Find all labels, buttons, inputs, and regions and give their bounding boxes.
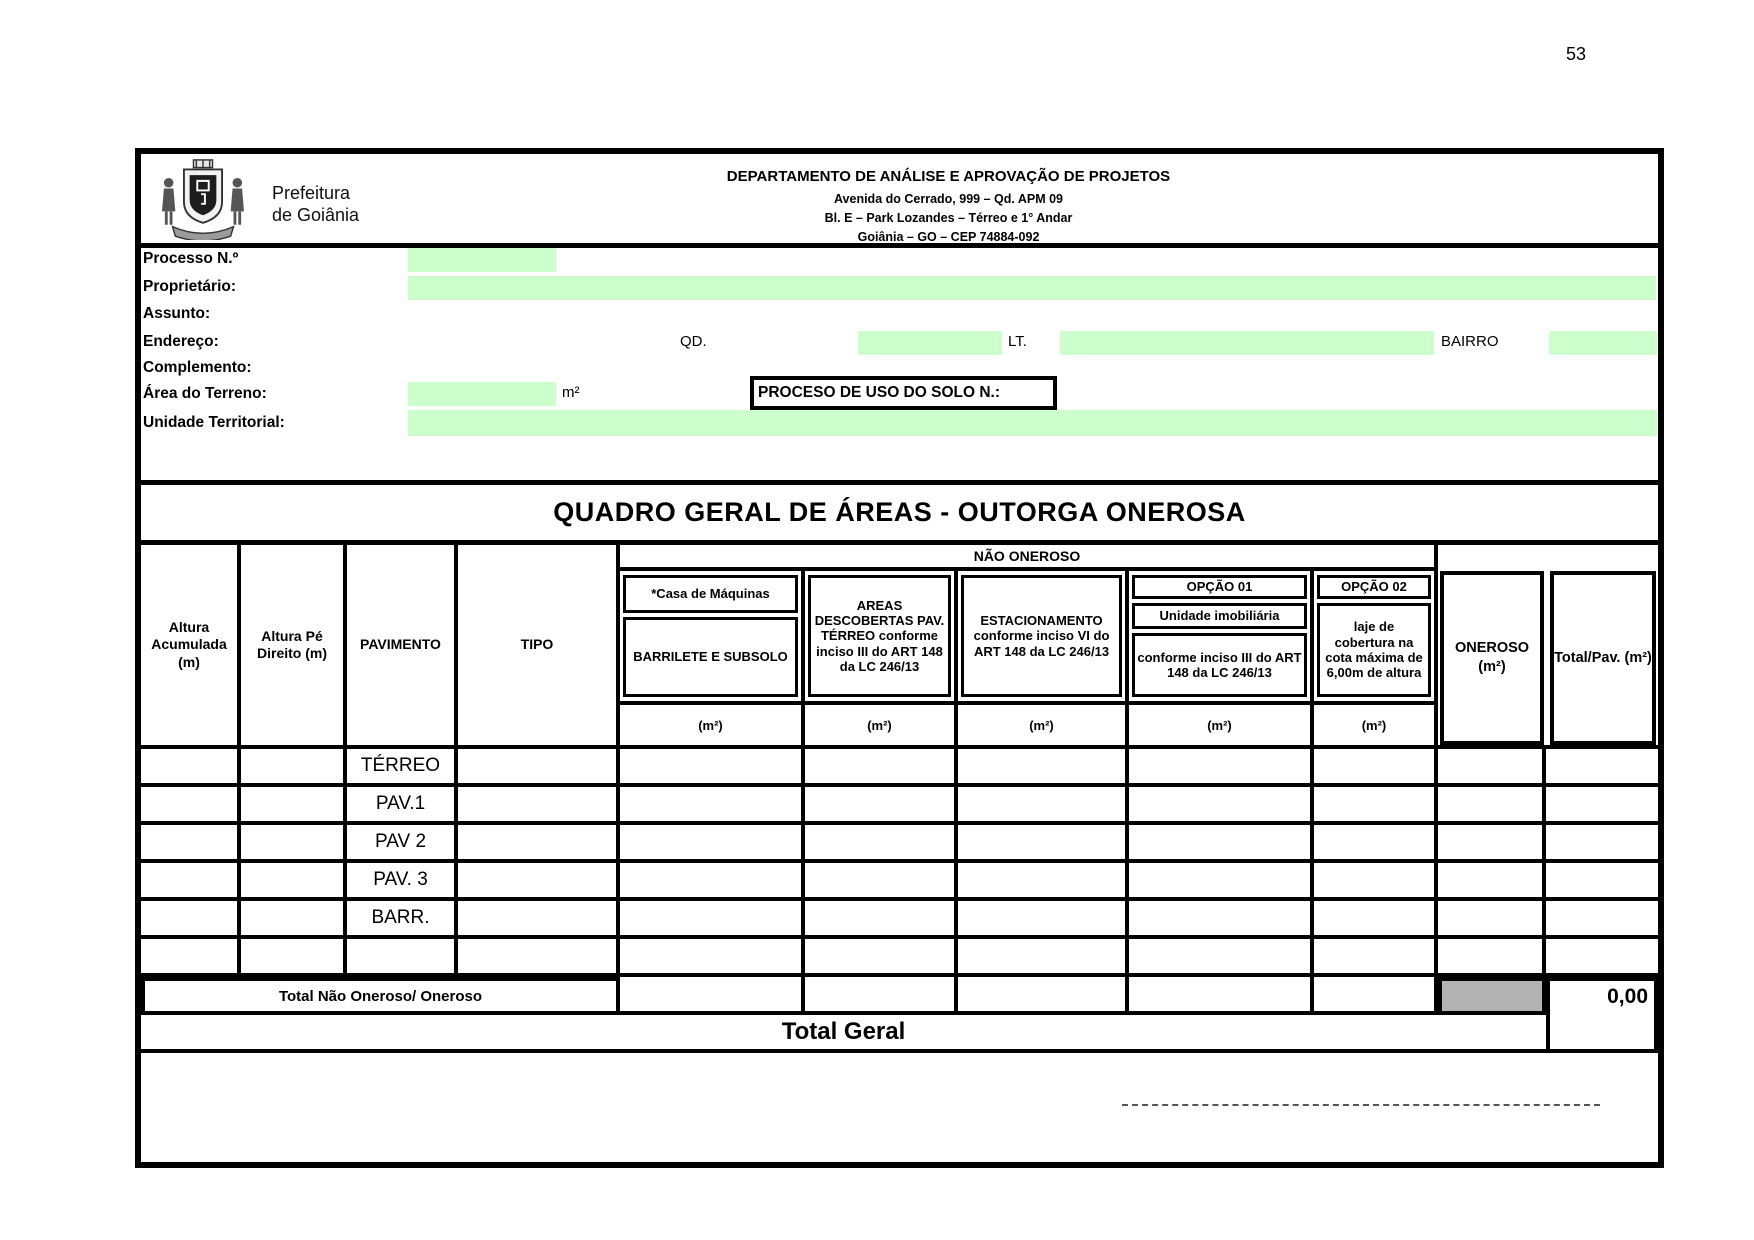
- body-cell[interactable]: [620, 749, 805, 783]
- total-pav-value: 0,00: [1546, 977, 1658, 1053]
- body-cell[interactable]: [1546, 749, 1658, 783]
- unidade-territorial-input[interactable]: [408, 410, 1657, 436]
- oneroso-total-gray-cell: [1438, 977, 1546, 1015]
- col-header-opcao-02: [1314, 571, 1438, 745]
- opcao-01-title-box: OPÇÃO 01: [1132, 575, 1307, 599]
- body-cell[interactable]: [1129, 939, 1314, 973]
- body-cell[interactable]: [1438, 787, 1546, 821]
- table-title: QUADRO GERAL DE ÁREAS - OUTORGA ONEROSA: [141, 480, 1658, 545]
- org-name: [272, 182, 359, 226]
- body-cell[interactable]: [805, 863, 958, 897]
- body-cell[interactable]: [1129, 901, 1314, 935]
- body-cell[interactable]: [620, 939, 805, 973]
- body-cell[interactable]: [1314, 939, 1438, 973]
- body-cell[interactable]: [958, 825, 1129, 859]
- col-header-estacionamento: [958, 571, 1129, 745]
- body-cell[interactable]: [1546, 863, 1658, 897]
- row-label: BARR.: [347, 901, 458, 935]
- lt-input[interactable]: [1060, 331, 1434, 355]
- table-row: [141, 825, 1658, 863]
- body-cell[interactable]: [141, 825, 241, 859]
- col-header-opcao-01: [1129, 571, 1314, 745]
- body-cell[interactable]: [141, 863, 241, 897]
- endereco-label: Endereço:: [143, 333, 219, 350]
- total-cell: [958, 977, 1129, 1015]
- body-cell[interactable]: [1129, 825, 1314, 859]
- org-name-line2: de Goiânia: [272, 205, 360, 225]
- qd-input[interactable]: [858, 331, 1002, 355]
- opcao-02-sub-box: laje de cobertura na cota máxima de 6,00m de altura: [1317, 603, 1431, 697]
- body-cell[interactable]: [958, 787, 1129, 821]
- org-name-line1: Prefeitura: [272, 183, 351, 203]
- row-label: [347, 939, 458, 973]
- body-cell[interactable]: [805, 787, 958, 821]
- body-cell[interactable]: [1314, 787, 1438, 821]
- unidade-territorial-label: Unidade Territorial:: [143, 414, 285, 431]
- body-cell[interactable]: [458, 825, 620, 859]
- barrilete-box: BARRILETE E SUBSOLO: [623, 617, 798, 697]
- body-cell[interactable]: [1129, 787, 1314, 821]
- department-address-1: Avenida do Cerrado, 999 – Qd. APM 09: [833, 192, 1063, 206]
- body-cell[interactable]: [620, 787, 805, 821]
- body-cell[interactable]: [241, 901, 347, 935]
- body-cell[interactable]: [958, 901, 1129, 935]
- qd-label: QD.: [680, 333, 707, 350]
- row-label: PAV.1: [347, 787, 458, 821]
- body-cell[interactable]: [1438, 939, 1546, 973]
- proprietario-label: Proprietário:: [143, 278, 237, 295]
- col-header-total-pav: Total/Pav. (m²): [1550, 571, 1656, 745]
- m2-unit-label: (m²): [805, 701, 954, 745]
- department-address-2: Bl. E – Park Lozandes – Térreo e 1° Andar: [824, 211, 1073, 225]
- body-cell[interactable]: [141, 787, 241, 821]
- estacionamento-box: ESTACIONAMENTO conforme inciso VI do ART 148 da LC 246/13: [961, 575, 1122, 697]
- table-row: [141, 787, 1658, 825]
- m2-unit-label: (m²): [620, 701, 801, 745]
- body-cell[interactable]: [241, 863, 347, 897]
- body-cell[interactable]: [1129, 749, 1314, 783]
- table-header: [141, 545, 1658, 749]
- body-cell[interactable]: [1314, 749, 1438, 783]
- body-cell[interactable]: [241, 939, 347, 973]
- total-cell: [805, 977, 958, 1015]
- body-cell[interactable]: [1438, 863, 1546, 897]
- page-number: 53: [1566, 44, 1587, 64]
- body-cell[interactable]: [141, 749, 241, 783]
- total-geral-label: Total Geral: [141, 1015, 1546, 1053]
- m2-unit-label: (m²): [1129, 701, 1310, 745]
- body-cell[interactable]: [620, 901, 805, 935]
- body-cell[interactable]: [241, 787, 347, 821]
- row-label: PAV 2: [347, 825, 458, 859]
- areas-descobertas-box: AREAS DESCOBERTAS PAV. TÉRREO conforme inciso III do ART 148 da LC 246/13: [808, 575, 951, 697]
- processo-label: Processo N.º: [143, 250, 239, 267]
- col-header-casa-maquinas: [620, 571, 805, 745]
- col-header-pavimento: PAVIMENTO: [347, 545, 458, 745]
- body-cell[interactable]: [1314, 863, 1438, 897]
- table-body: [141, 749, 1658, 977]
- area-terreno-input[interactable]: [408, 382, 556, 406]
- col-header-tipo: TIPO: [458, 545, 620, 745]
- department-title: DEPARTAMENTO DE ANÁLISE E APROVAÇÃO DE PROJETOS: [726, 168, 1171, 185]
- form-header: [141, 154, 1658, 248]
- total-cell: [1129, 977, 1314, 1015]
- body-cell[interactable]: [141, 901, 241, 935]
- department-block: [591, 168, 1306, 247]
- body-cell[interactable]: [458, 939, 620, 973]
- body-cell[interactable]: [958, 939, 1129, 973]
- goiania-coat-of-arms-logo: [155, 158, 251, 240]
- table-row: [141, 939, 1658, 977]
- opcao-02-title-box: OPÇÃO 02: [1317, 575, 1431, 599]
- row-label: TÉRREO: [347, 749, 458, 783]
- opcao-01-sub-box: Unidade imobiliária: [1132, 603, 1307, 629]
- table-row: [141, 901, 1658, 939]
- body-cell[interactable]: [1546, 939, 1658, 973]
- body-cell[interactable]: [805, 939, 958, 973]
- body-cell[interactable]: [620, 863, 805, 897]
- total-cell: [1314, 977, 1438, 1015]
- body-cell[interactable]: [1546, 825, 1658, 859]
- table-row: [141, 863, 1658, 901]
- body-cell[interactable]: [1438, 749, 1546, 783]
- body-cell[interactable]: [620, 825, 805, 859]
- lt-label: LT.: [1008, 333, 1027, 350]
- total-cell: [620, 977, 805, 1015]
- body-cell[interactable]: [241, 825, 347, 859]
- body-cell[interactable]: [241, 749, 347, 783]
- row-label: PAV. 3: [347, 863, 458, 897]
- body-cell[interactable]: [458, 749, 620, 783]
- body-cell[interactable]: [1129, 863, 1314, 897]
- group-header-nao-oneroso: NÃO ONEROSO: [620, 545, 1438, 571]
- body-cell[interactable]: [805, 825, 958, 859]
- area-terreno-label: Área do Terreno:: [143, 385, 267, 402]
- col-header-altura-acumulada: Altura Acumulada (m): [141, 545, 241, 745]
- body-cell[interactable]: [805, 749, 958, 783]
- casa-maquinas-box: *Casa de Máquinas: [623, 575, 798, 613]
- signature-line: [1122, 1104, 1600, 1106]
- body-cell[interactable]: [1314, 825, 1438, 859]
- total-nao-oneroso-label: Total Não Oneroso/ Oneroso: [141, 977, 620, 1015]
- assunto-label: Assunto:: [143, 305, 211, 322]
- department-address-3: Goiânia – GO – CEP 74884-092: [857, 230, 1040, 244]
- body-cell[interactable]: [458, 863, 620, 897]
- form-fields: [141, 248, 1658, 480]
- body-cell[interactable]: [458, 901, 620, 935]
- col-header-areas-descobertas: [805, 571, 958, 745]
- body-cell[interactable]: [1546, 901, 1658, 935]
- area-unit-label: m²: [562, 384, 580, 401]
- body-cell[interactable]: [141, 939, 241, 973]
- m2-unit-label: (m²): [1314, 701, 1434, 745]
- quadro-geral-form: [135, 148, 1664, 1168]
- processo-input[interactable]: [408, 248, 556, 272]
- bairro-input[interactable]: [1549, 331, 1657, 355]
- body-cell[interactable]: [1438, 901, 1546, 935]
- opcao-01-note-box: conforme inciso III do ART 148 da LC 246/13: [1132, 633, 1307, 697]
- table-row: [141, 749, 1658, 787]
- body-cell[interactable]: [1546, 787, 1658, 821]
- proprietario-input[interactable]: [408, 276, 1656, 300]
- col-header-altura-pe-direito: Altura Pé Direito (m): [241, 545, 347, 745]
- body-cell[interactable]: [458, 787, 620, 821]
- complemento-label: Complemento:: [143, 359, 252, 376]
- processo-uso-solo-box: PROCESO DE USO DO SOLO N.:: [750, 376, 1057, 410]
- m2-unit-label: (m²): [958, 701, 1125, 745]
- body-cell[interactable]: [1438, 825, 1546, 859]
- body-cell[interactable]: [1314, 901, 1438, 935]
- body-cell[interactable]: [958, 863, 1129, 897]
- bairro-label: BAIRRO: [1441, 333, 1499, 350]
- body-cell[interactable]: [805, 901, 958, 935]
- col-header-oneroso: ONEROSO (m²): [1440, 571, 1544, 745]
- body-cell[interactable]: [958, 749, 1129, 783]
